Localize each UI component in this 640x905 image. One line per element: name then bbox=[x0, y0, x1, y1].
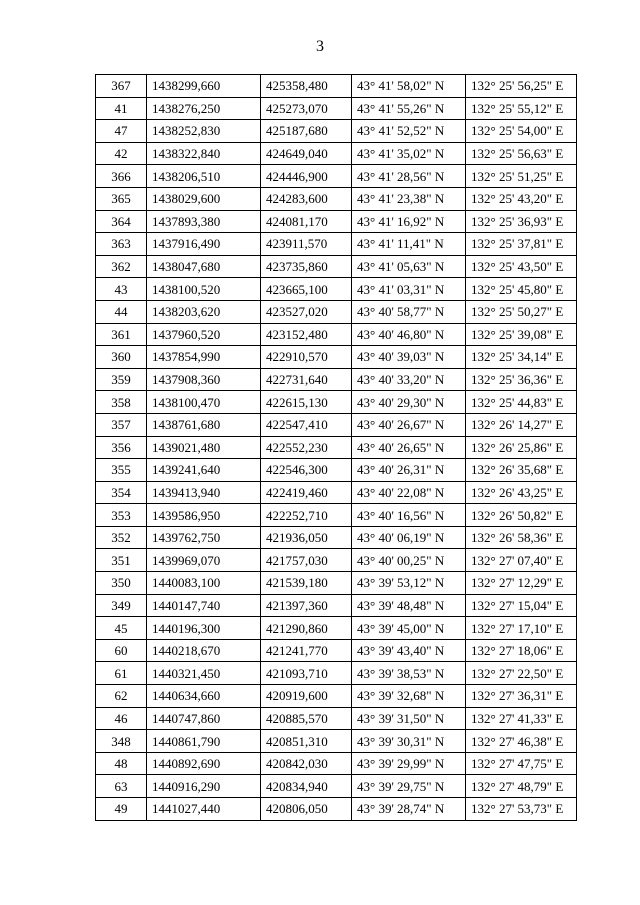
table-row bbox=[96, 481, 577, 504]
point-number-cell: 61 bbox=[96, 662, 147, 685]
latitude-cell: 43° 40' 26,31" N bbox=[352, 459, 466, 482]
point-number-cell: 348 bbox=[96, 730, 147, 753]
longitude-cell: 132° 25' 36,93" E bbox=[466, 210, 577, 233]
longitude-cell: 132° 25' 36,36" E bbox=[466, 368, 577, 391]
longitude-cell: 132° 27' 12,29" E bbox=[466, 572, 577, 595]
longitude-cell: 132° 27' 46,38" E bbox=[466, 730, 577, 753]
latitude-cell: 43° 40' 58,77" N bbox=[352, 300, 466, 323]
longitude-cell: 132° 27' 47,75" E bbox=[466, 752, 577, 775]
latitude-cell: 43° 41' 05,63" N bbox=[352, 255, 466, 278]
x-coordinate-cell: 1439762,750 bbox=[147, 526, 261, 549]
y-coordinate-cell: 422910,570 bbox=[261, 346, 352, 369]
x-coordinate-cell: 1440892,690 bbox=[147, 752, 261, 775]
y-coordinate-cell: 421241,770 bbox=[261, 639, 352, 662]
latitude-cell: 43° 41' 35,02" N bbox=[352, 142, 466, 165]
latitude-cell: 43° 40' 46,80" N bbox=[352, 323, 466, 346]
y-coordinate-cell: 420842,030 bbox=[261, 752, 352, 775]
x-coordinate-cell: 1440083,100 bbox=[147, 572, 261, 595]
y-coordinate-cell: 422252,710 bbox=[261, 504, 352, 527]
y-coordinate-cell: 422731,640 bbox=[261, 368, 352, 391]
point-number-cell: 350 bbox=[96, 572, 147, 595]
point-number-cell: 362 bbox=[96, 255, 147, 278]
longitude-cell: 132° 26' 58,36" E bbox=[466, 526, 577, 549]
table-row bbox=[96, 120, 577, 143]
x-coordinate-cell: 1437960,520 bbox=[147, 323, 261, 346]
x-coordinate-cell: 1441027,440 bbox=[147, 798, 261, 821]
latitude-cell: 43° 39' 32,68" N bbox=[352, 685, 466, 708]
point-number-cell: 41 bbox=[96, 97, 147, 120]
x-coordinate-cell: 1438203,620 bbox=[147, 300, 261, 323]
y-coordinate-cell: 421936,050 bbox=[261, 526, 352, 549]
y-coordinate-cell: 424649,040 bbox=[261, 142, 352, 165]
longitude-cell: 132° 26' 50,82" E bbox=[466, 504, 577, 527]
x-coordinate-cell: 1438761,680 bbox=[147, 413, 261, 436]
table-row bbox=[96, 368, 577, 391]
table-row bbox=[96, 278, 577, 301]
table-row bbox=[96, 142, 577, 165]
longitude-cell: 132° 25' 55,12" E bbox=[466, 97, 577, 120]
table-row bbox=[96, 210, 577, 233]
point-number-cell: 356 bbox=[96, 436, 147, 459]
table-row bbox=[96, 300, 577, 323]
table-row bbox=[96, 752, 577, 775]
x-coordinate-cell: 1439969,070 bbox=[147, 549, 261, 572]
y-coordinate-cell: 422615,130 bbox=[261, 391, 352, 414]
x-coordinate-cell: 1440634,660 bbox=[147, 685, 261, 708]
y-coordinate-cell: 421093,710 bbox=[261, 662, 352, 685]
point-number-cell: 43 bbox=[96, 278, 147, 301]
x-coordinate-cell: 1438276,250 bbox=[147, 97, 261, 120]
longitude-cell: 132° 27' 53,73" E bbox=[466, 798, 577, 821]
longitude-cell: 132° 25' 43,20" E bbox=[466, 187, 577, 210]
table-row bbox=[96, 391, 577, 414]
table-row bbox=[96, 97, 577, 120]
x-coordinate-cell: 1439021,480 bbox=[147, 436, 261, 459]
latitude-cell: 43° 40' 29,30" N bbox=[352, 391, 466, 414]
latitude-cell: 43° 39' 48,48" N bbox=[352, 594, 466, 617]
page-number: 3 bbox=[316, 38, 324, 55]
x-coordinate-cell: 1440747,860 bbox=[147, 707, 261, 730]
longitude-cell: 132° 25' 43,50" E bbox=[466, 255, 577, 278]
longitude-cell: 132° 26' 43,25" E bbox=[466, 481, 577, 504]
point-number-cell: 360 bbox=[96, 346, 147, 369]
y-coordinate-cell: 425187,680 bbox=[261, 120, 352, 143]
coordinates-table bbox=[95, 74, 577, 821]
x-coordinate-cell: 1437908,360 bbox=[147, 368, 261, 391]
y-coordinate-cell: 422547,410 bbox=[261, 413, 352, 436]
longitude-cell: 132° 25' 45,80" E bbox=[466, 278, 577, 301]
x-coordinate-cell: 1440861,790 bbox=[147, 730, 261, 753]
latitude-cell: 43° 39' 30,31" N bbox=[352, 730, 466, 753]
y-coordinate-cell: 425273,070 bbox=[261, 97, 352, 120]
longitude-cell: 132° 27' 48,79" E bbox=[466, 775, 577, 798]
latitude-cell: 43° 39' 38,53" N bbox=[352, 662, 466, 685]
y-coordinate-cell: 422419,460 bbox=[261, 481, 352, 504]
x-coordinate-cell: 1440321,450 bbox=[147, 662, 261, 685]
y-coordinate-cell: 420885,570 bbox=[261, 707, 352, 730]
longitude-cell: 132° 27' 07,40" E bbox=[466, 549, 577, 572]
x-coordinate-cell: 1440196,300 bbox=[147, 617, 261, 640]
table-row bbox=[96, 504, 577, 527]
longitude-cell: 132° 25' 37,81" E bbox=[466, 233, 577, 256]
y-coordinate-cell: 424081,170 bbox=[261, 210, 352, 233]
y-coordinate-cell: 420851,310 bbox=[261, 730, 352, 753]
table-row bbox=[96, 798, 577, 821]
y-coordinate-cell: 421539,180 bbox=[261, 572, 352, 595]
table-row bbox=[96, 526, 577, 549]
table-row bbox=[96, 639, 577, 662]
latitude-cell: 43° 41' 11,41" N bbox=[352, 233, 466, 256]
x-coordinate-cell: 1437916,490 bbox=[147, 233, 261, 256]
longitude-cell: 132° 25' 44,83" E bbox=[466, 391, 577, 414]
x-coordinate-cell: 1438299,660 bbox=[147, 75, 261, 98]
point-number-cell: 354 bbox=[96, 481, 147, 504]
point-number-cell: 357 bbox=[96, 413, 147, 436]
latitude-cell: 43° 40' 00,25" N bbox=[352, 549, 466, 572]
point-number-cell: 46 bbox=[96, 707, 147, 730]
x-coordinate-cell: 1438047,680 bbox=[147, 255, 261, 278]
longitude-cell: 132° 27' 15,04" E bbox=[466, 594, 577, 617]
latitude-cell: 43° 41' 52,52" N bbox=[352, 120, 466, 143]
point-number-cell: 47 bbox=[96, 120, 147, 143]
point-number-cell: 363 bbox=[96, 233, 147, 256]
latitude-cell: 43° 40' 22,08" N bbox=[352, 481, 466, 504]
longitude-cell: 132° 25' 54,00" E bbox=[466, 120, 577, 143]
y-coordinate-cell: 424446,900 bbox=[261, 165, 352, 188]
x-coordinate-cell: 1438322,840 bbox=[147, 142, 261, 165]
x-coordinate-cell: 1438206,510 bbox=[147, 165, 261, 188]
table-row bbox=[96, 730, 577, 753]
x-coordinate-cell: 1439241,640 bbox=[147, 459, 261, 482]
table-row bbox=[96, 75, 577, 98]
point-number-cell: 62 bbox=[96, 685, 147, 708]
x-coordinate-cell: 1440218,670 bbox=[147, 639, 261, 662]
x-coordinate-cell: 1438100,520 bbox=[147, 278, 261, 301]
point-number-cell: 349 bbox=[96, 594, 147, 617]
y-coordinate-cell: 422546,300 bbox=[261, 459, 352, 482]
point-number-cell: 355 bbox=[96, 459, 147, 482]
point-number-cell: 353 bbox=[96, 504, 147, 527]
y-coordinate-cell: 424283,600 bbox=[261, 187, 352, 210]
longitude-cell: 132° 25' 34,14" E bbox=[466, 346, 577, 369]
y-coordinate-cell: 423911,570 bbox=[261, 233, 352, 256]
x-coordinate-cell: 1440916,290 bbox=[147, 775, 261, 798]
table-row bbox=[96, 165, 577, 188]
x-coordinate-cell: 1440147,740 bbox=[147, 594, 261, 617]
table-row bbox=[96, 413, 577, 436]
point-number-cell: 48 bbox=[96, 752, 147, 775]
table-row bbox=[96, 617, 577, 640]
latitude-cell: 43° 41' 03,31" N bbox=[352, 278, 466, 301]
latitude-cell: 43° 41' 23,38" N bbox=[352, 187, 466, 210]
table-row bbox=[96, 662, 577, 685]
point-number-cell: 364 bbox=[96, 210, 147, 233]
point-number-cell: 49 bbox=[96, 798, 147, 821]
latitude-cell: 43° 41' 55,26" N bbox=[352, 97, 466, 120]
table-row bbox=[96, 436, 577, 459]
point-number-cell: 63 bbox=[96, 775, 147, 798]
longitude-cell: 132° 26' 25,86" E bbox=[466, 436, 577, 459]
y-coordinate-cell: 421397,360 bbox=[261, 594, 352, 617]
latitude-cell: 43° 39' 43,40" N bbox=[352, 639, 466, 662]
table-row bbox=[96, 346, 577, 369]
table-row bbox=[96, 187, 577, 210]
point-number-cell: 365 bbox=[96, 187, 147, 210]
point-number-cell: 352 bbox=[96, 526, 147, 549]
latitude-cell: 43° 41' 58,02" N bbox=[352, 75, 466, 98]
latitude-cell: 43° 41' 28,56" N bbox=[352, 165, 466, 188]
latitude-cell: 43° 40' 16,56" N bbox=[352, 504, 466, 527]
longitude-cell: 132° 26' 35,68" E bbox=[466, 459, 577, 482]
latitude-cell: 43° 40' 06,19" N bbox=[352, 526, 466, 549]
longitude-cell: 132° 25' 56,25" E bbox=[466, 75, 577, 98]
table-row bbox=[96, 707, 577, 730]
y-coordinate-cell: 420919,600 bbox=[261, 685, 352, 708]
table-row bbox=[96, 685, 577, 708]
longitude-cell: 132° 26' 14,27" E bbox=[466, 413, 577, 436]
longitude-cell: 132° 27' 18,06" E bbox=[466, 639, 577, 662]
y-coordinate-cell: 421757,030 bbox=[261, 549, 352, 572]
y-coordinate-cell: 420806,050 bbox=[261, 798, 352, 821]
x-coordinate-cell: 1439413,940 bbox=[147, 481, 261, 504]
latitude-cell: 43° 40' 39,03" N bbox=[352, 346, 466, 369]
y-coordinate-cell: 423152,480 bbox=[261, 323, 352, 346]
y-coordinate-cell: 421290,860 bbox=[261, 617, 352, 640]
latitude-cell: 43° 39' 31,50" N bbox=[352, 707, 466, 730]
y-coordinate-cell: 425358,480 bbox=[261, 75, 352, 98]
latitude-cell: 43° 40' 26,67" N bbox=[352, 413, 466, 436]
latitude-cell: 43° 40' 33,20" N bbox=[352, 368, 466, 391]
x-coordinate-cell: 1438252,830 bbox=[147, 120, 261, 143]
y-coordinate-cell: 422552,230 bbox=[261, 436, 352, 459]
point-number-cell: 45 bbox=[96, 617, 147, 640]
latitude-cell: 43° 39' 53,12" N bbox=[352, 572, 466, 595]
point-number-cell: 358 bbox=[96, 391, 147, 414]
point-number-cell: 366 bbox=[96, 165, 147, 188]
latitude-cell: 43° 39' 29,75" N bbox=[352, 775, 466, 798]
coordinates-table-body bbox=[96, 75, 577, 821]
table-row bbox=[96, 233, 577, 256]
longitude-cell: 132° 27' 36,31" E bbox=[466, 685, 577, 708]
longitude-cell: 132° 25' 50,27" E bbox=[466, 300, 577, 323]
table-row bbox=[96, 255, 577, 278]
y-coordinate-cell: 423665,100 bbox=[261, 278, 352, 301]
longitude-cell: 132° 25' 39,08" E bbox=[466, 323, 577, 346]
x-coordinate-cell: 1437854,990 bbox=[147, 346, 261, 369]
y-coordinate-cell: 423735,860 bbox=[261, 255, 352, 278]
point-number-cell: 60 bbox=[96, 639, 147, 662]
y-coordinate-cell: 420834,940 bbox=[261, 775, 352, 798]
table-row bbox=[96, 459, 577, 482]
point-number-cell: 361 bbox=[96, 323, 147, 346]
x-coordinate-cell: 1438029,600 bbox=[147, 187, 261, 210]
latitude-cell: 43° 40' 26,65" N bbox=[352, 436, 466, 459]
point-number-cell: 44 bbox=[96, 300, 147, 323]
point-number-cell: 42 bbox=[96, 142, 147, 165]
latitude-cell: 43° 39' 28,74" N bbox=[352, 798, 466, 821]
table-row bbox=[96, 775, 577, 798]
table-row bbox=[96, 594, 577, 617]
latitude-cell: 43° 39' 45,00" N bbox=[352, 617, 466, 640]
longitude-cell: 132° 27' 22,50" E bbox=[466, 662, 577, 685]
table-row bbox=[96, 323, 577, 346]
x-coordinate-cell: 1437893,380 bbox=[147, 210, 261, 233]
y-coordinate-cell: 423527,020 bbox=[261, 300, 352, 323]
longitude-cell: 132° 27' 17,10" E bbox=[466, 617, 577, 640]
x-coordinate-cell: 1438100,470 bbox=[147, 391, 261, 414]
point-number-cell: 351 bbox=[96, 549, 147, 572]
latitude-cell: 43° 41' 16,92" N bbox=[352, 210, 466, 233]
point-number-cell: 359 bbox=[96, 368, 147, 391]
x-coordinate-cell: 1439586,950 bbox=[147, 504, 261, 527]
table-row bbox=[96, 572, 577, 595]
latitude-cell: 43° 39' 29,99" N bbox=[352, 752, 466, 775]
longitude-cell: 132° 25' 51,25" E bbox=[466, 165, 577, 188]
table-row bbox=[96, 549, 577, 572]
point-number-cell: 367 bbox=[96, 75, 147, 98]
longitude-cell: 132° 27' 41,33" E bbox=[466, 707, 577, 730]
longitude-cell: 132° 25' 56,63" E bbox=[466, 142, 577, 165]
